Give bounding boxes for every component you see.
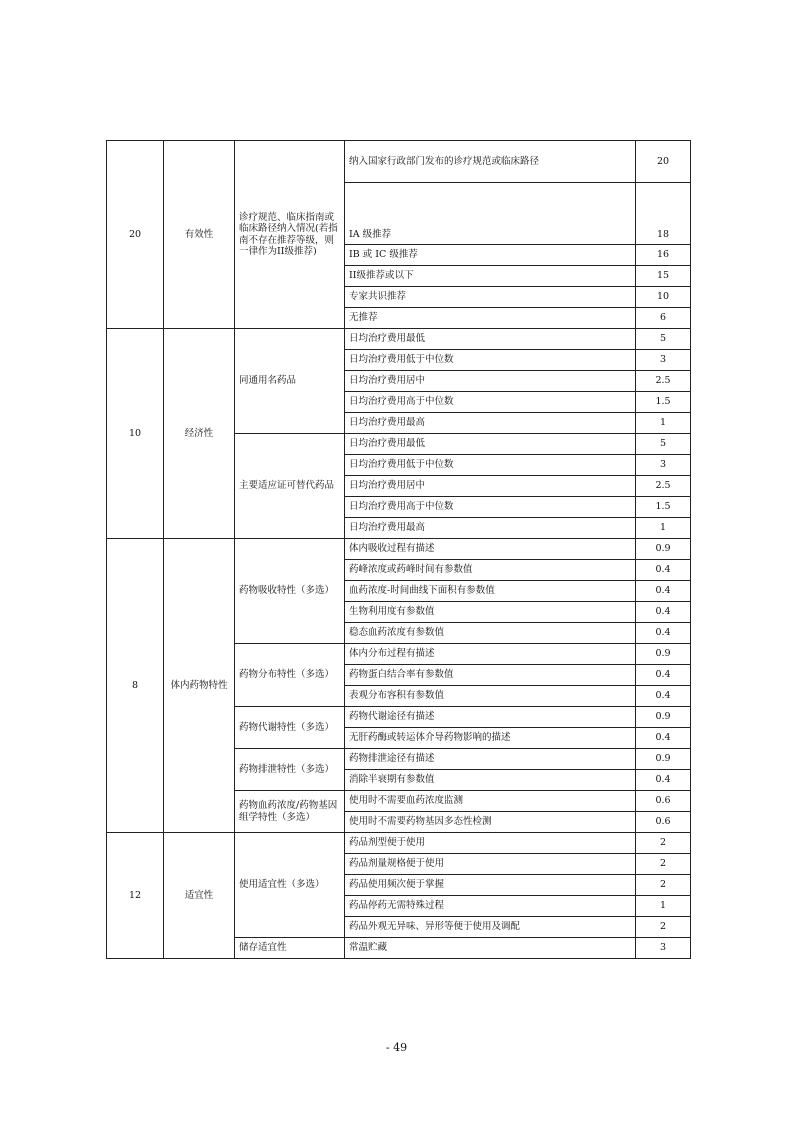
- criterion-cell: 药物排泄特性（多选）: [235, 749, 345, 791]
- item-value: 2: [636, 833, 691, 854]
- criterion-cell: 诊疗规范、临床指南或临床路径纳入情况(若指南不存在推荐等级，则一律作为II级推荐): [235, 141, 345, 329]
- item-value: 0.9: [636, 644, 691, 665]
- item-value: 2.5: [636, 476, 691, 497]
- item-label: II级推荐或以下: [345, 266, 636, 287]
- item-value: 0.4: [636, 665, 691, 686]
- item-value: 3: [636, 455, 691, 476]
- item-value: 0.4: [636, 602, 691, 623]
- criterion-cell: 使用适宜性（多选）: [235, 833, 345, 938]
- group-score: 12: [107, 833, 164, 959]
- item-label: 日均治疗费用最低: [345, 434, 636, 455]
- group-category: 有效性: [164, 141, 235, 329]
- item-value: 16: [636, 245, 691, 266]
- criterion-cell: 同通用名药品: [235, 329, 345, 434]
- item-label: 药品剂型便于使用: [345, 833, 636, 854]
- item-value: 0.9: [636, 707, 691, 728]
- item-value: 20: [636, 141, 691, 183]
- item-value: 2.5: [636, 371, 691, 392]
- table-row: [107, 833, 691, 854]
- item-value: 10: [636, 287, 691, 308]
- item-value: 1: [636, 518, 691, 539]
- item-value: 0.6: [636, 812, 691, 833]
- criterion-cell: 药物吸收特性（多选）: [235, 539, 345, 644]
- item-value: 0.4: [636, 581, 691, 602]
- item-label: 日均治疗费用居中: [345, 476, 636, 497]
- item-value: 0.4: [636, 623, 691, 644]
- item-value: 2: [636, 854, 691, 875]
- table-row: [107, 539, 691, 560]
- group-score: 8: [107, 539, 164, 833]
- item-label: 纳入国家行政部门发布的诊疗规范或临床路径: [345, 141, 636, 183]
- scoring-table: [106, 140, 691, 959]
- item-label: 日均治疗费用最高: [345, 518, 636, 539]
- criterion-cell: 储存适宜性: [235, 938, 345, 959]
- item-value: 5: [636, 329, 691, 350]
- item-value: 0.4: [636, 728, 691, 749]
- item-value: 1.5: [636, 392, 691, 413]
- item-label: 日均治疗费用低于中位数: [345, 455, 636, 476]
- item-value: 2: [636, 917, 691, 938]
- item-label: 无推荐: [345, 308, 636, 329]
- item-label: 消除半衰期有参数值: [345, 770, 636, 791]
- item-label: 常温贮藏: [345, 938, 636, 959]
- item-value: 0.6: [636, 791, 691, 812]
- group-category: 体内药物特性: [164, 539, 235, 833]
- item-value: 0.4: [636, 770, 691, 791]
- item-label: IA 级推荐: [345, 183, 636, 245]
- criterion-cell: 主要适应证可替代药品: [235, 434, 345, 539]
- item-label: 药物排泄途径有描述: [345, 749, 636, 770]
- item-label: 专家共识推荐: [345, 287, 636, 308]
- item-value: 0.9: [636, 539, 691, 560]
- item-label: 稳态血药浓度有参数值: [345, 623, 636, 644]
- item-label: 日均治疗费用高于中位数: [345, 392, 636, 413]
- item-value: 0.4: [636, 686, 691, 707]
- item-value: 5: [636, 434, 691, 455]
- item-label: IB 或 IC 级推荐: [345, 245, 636, 266]
- item-value: 18: [636, 183, 691, 245]
- item-label: 药品外观无异味、异形等便于使用及调配: [345, 917, 636, 938]
- item-value: 3: [636, 350, 691, 371]
- item-label: 药峰浓度或药峰时间有参数值: [345, 560, 636, 581]
- page-number: - 49: [385, 1041, 408, 1054]
- item-label: 药品停药无需特殊过程: [345, 896, 636, 917]
- group-score: 20: [107, 141, 164, 329]
- scoring-table-body: [107, 141, 691, 959]
- group-category: 经济性: [164, 329, 235, 539]
- item-label: 无肝药酶或转运体介导药物影响的描述: [345, 728, 636, 749]
- table-row: [107, 329, 691, 350]
- item-value: 1.5: [636, 497, 691, 518]
- item-label: 血药浓度-时间曲线下面积有参数值: [345, 581, 636, 602]
- item-label: 药物蛋白结合率有参数值: [345, 665, 636, 686]
- item-label: 药物代谢途径有描述: [345, 707, 636, 728]
- group-score: 10: [107, 329, 164, 539]
- item-label: 日均治疗费用居中: [345, 371, 636, 392]
- item-value: 1: [636, 413, 691, 434]
- item-label: 药品剂量规格便于使用: [345, 854, 636, 875]
- criterion-cell: 药物分布特性（多选）: [235, 644, 345, 707]
- criterion-cell: 药物代谢特性（多选）: [235, 707, 345, 749]
- item-value: 6: [636, 308, 691, 329]
- item-label: 药品使用频次便于掌握: [345, 875, 636, 896]
- item-value: 0.9: [636, 749, 691, 770]
- item-label: 日均治疗费用最低: [345, 329, 636, 350]
- item-value: 0.4: [636, 560, 691, 581]
- item-label: 生物利用度有参数值: [345, 602, 636, 623]
- table-row: [107, 141, 691, 183]
- item-label: 日均治疗费用高于中位数: [345, 497, 636, 518]
- criterion-cell: 药物血药浓度/药物基因组学特性（多选）: [235, 791, 345, 833]
- item-label: 体内吸收过程有描述: [345, 539, 636, 560]
- item-label: 日均治疗费用低于中位数: [345, 350, 636, 371]
- item-label: 体内分布过程有描述: [345, 644, 636, 665]
- item-value: 1: [636, 896, 691, 917]
- item-value: 15: [636, 266, 691, 287]
- item-label: 使用时不需要药物基因多态性检测: [345, 812, 636, 833]
- group-category: 适宜性: [164, 833, 235, 959]
- item-label: 表观分布容积有参数值: [345, 686, 636, 707]
- item-label: 使用时不需要血药浓度监测: [345, 791, 636, 812]
- item-value: 2: [636, 875, 691, 896]
- item-value: 3: [636, 938, 691, 959]
- item-label: 日均治疗费用最高: [345, 413, 636, 434]
